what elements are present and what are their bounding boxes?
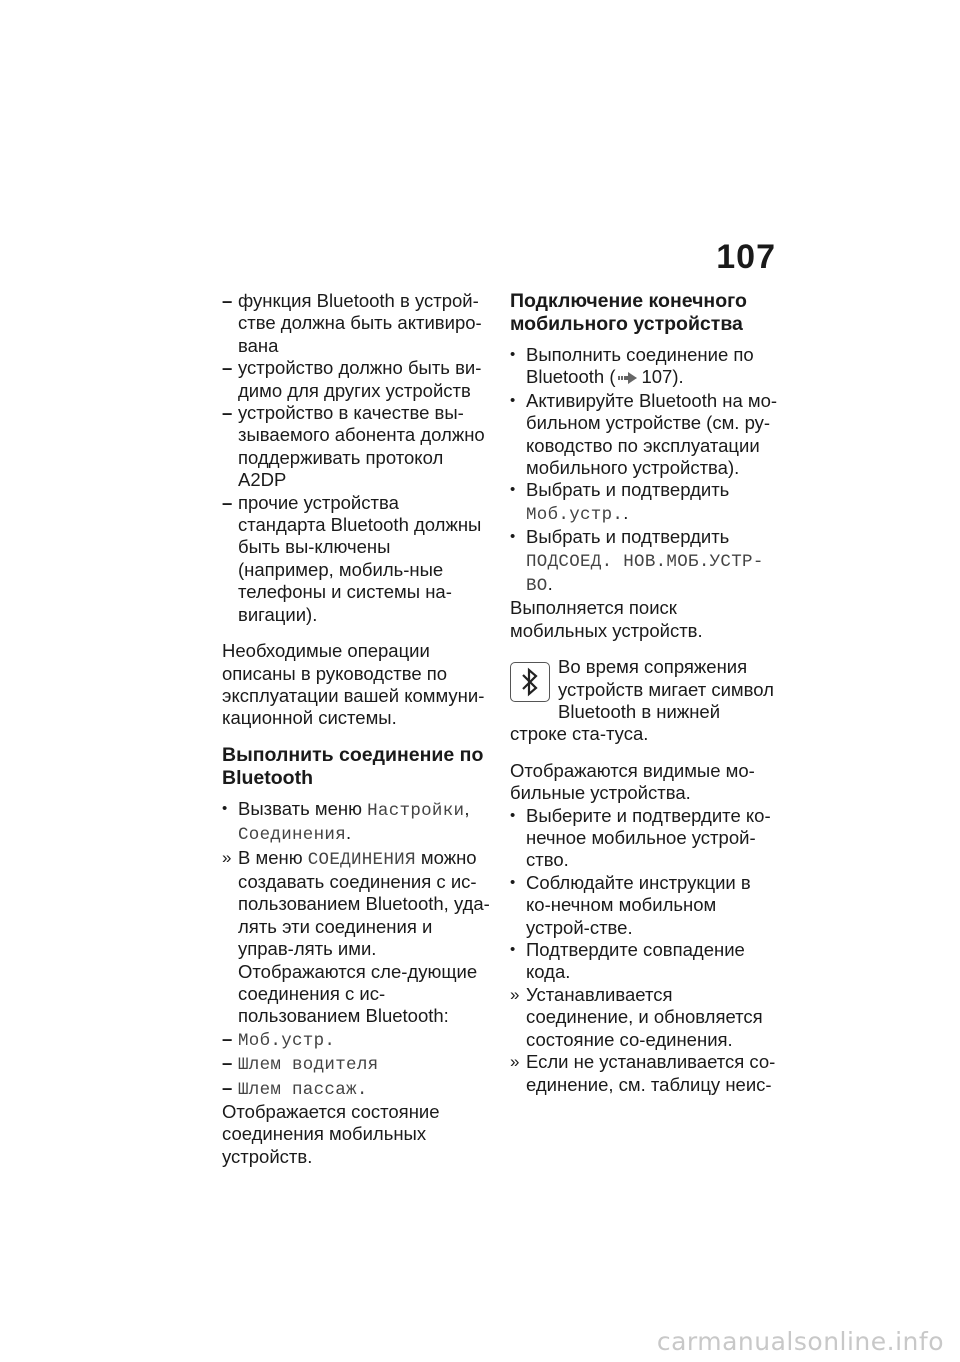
dash-marker: – (222, 1076, 233, 1098)
result-marker: » (510, 1052, 520, 1072)
list-item (222, 1052, 490, 1076)
result-marker: » (510, 984, 520, 1004)
section-heading: Выполнить соединение по Bluetooth (222, 743, 484, 789)
paragraph: Отображаются видимые мо-бильные устройства. (510, 759, 755, 804)
list-item (222, 1077, 490, 1101)
step-item: • Выполнить соединение по Bluetooth ( 107). (510, 344, 778, 390)
paragraph: Необходимые операции описаны в руководстве по эксплуатации вашей коммуни-кационной системы. (222, 640, 485, 729)
menu-code: Шлем водителя (238, 1055, 379, 1076)
bullet-marker: • (510, 481, 516, 499)
step-item: • Подтвердите совпадение кода. (510, 939, 745, 983)
menu-code: Шлем пассаж. (238, 1079, 368, 1100)
menu-code: Настройки (367, 800, 465, 821)
bullet-marker: • (510, 528, 516, 546)
list-item: – устройство в качестве вы-зываемого абонента должно поддерживать протокол A2DP (222, 402, 485, 491)
menu-code: СОЕДИНЕНИЯ (307, 849, 416, 870)
dash-marker: – (222, 290, 233, 311)
watermark: carmanualsonline.info (656, 1327, 944, 1356)
result-marker: » (222, 847, 232, 867)
menu-code: Моб.устр. (526, 504, 624, 525)
list-item: – устройство должно быть ви-димо для других устройств (222, 357, 482, 401)
dash-marker: – (222, 491, 233, 513)
bluetooth-note: Во время сопряжения устройств мигает символ Bluetooth в нижней строке ста-туса. (510, 656, 774, 745)
page-reference-arrow-icon (618, 367, 638, 389)
bluetooth-icon (510, 662, 550, 702)
section-heading: Подключение конечного мобильного устройства (510, 290, 747, 335)
left-column (222, 290, 490, 1168)
page-reference: 107 (641, 366, 673, 388)
list-item: – прочие устройства стандарта Bluetooth должны быть вы-ключены (например, мобиль-ные телефоны и системы на-вигации). (222, 491, 482, 625)
bullet-marker: • (510, 391, 516, 409)
list-item (222, 1028, 490, 1052)
bullet-marker: • (510, 806, 516, 824)
result-item: » Если не устанавливается со-единение, см. таблицу неис- (510, 1051, 776, 1095)
menu-code: Соединения (238, 825, 347, 846)
step-item: • Выберите и подтвердите ко-нечное мобильное устрой-ство. (510, 804, 771, 871)
right-column (510, 290, 778, 1096)
result-item: » Устанавливается соединение, и обновляется состояние со-единения. (510, 983, 763, 1050)
bullet-marker: • (510, 873, 516, 891)
list-item: – функция Bluetooth в устрой-стве должна быть активиро-вана (222, 290, 482, 356)
dash-marker: – (222, 357, 233, 379)
step-item: • Активируйте Bluetooth на мо-бильном устройстве (см. ру-ководство по эксплуатации мобильного устройства). (510, 389, 778, 478)
step-item: • Выбрать и подтвердить ПОДСОЕД. НОВ.МОБ.УСТР-ВО. (510, 526, 764, 596)
bullet-marker: • (222, 799, 228, 817)
page-number: 107 (716, 238, 776, 276)
menu-code: ПОДСОЕД. НОВ.МОБ.УСТР-ВО (526, 551, 764, 596)
dash-marker: – (222, 1027, 233, 1049)
dash-marker: – (222, 402, 233, 424)
paragraph: Выполняется поиск мобильных устройств. (510, 597, 703, 641)
paragraph: Отображается состояние соединения мобильных устройств. (222, 1101, 440, 1167)
bullet-marker: • (510, 346, 516, 363)
step-item: • Соблюдайте инструкции в ко-нечном мобильном устрой-стве. (510, 871, 751, 938)
menu-code: Моб.устр. (238, 1030, 336, 1051)
dash-marker: – (222, 1052, 233, 1074)
step-item: • Вызвать меню Настройки, Соединения. (222, 797, 470, 846)
bullet-marker: • (510, 941, 516, 959)
result-item: » В меню СОЕДИНЕНИЯ можно создавать соединения с ис-пользованием Bluetooth, уда-лять эти соединения и управ-лять ими. Отображаются сле-дующие соединения с ис-пользованием Bluetooth: (222, 846, 490, 1027)
step-item: • Выбрать и подтвердить Моб.устр.. (510, 479, 730, 525)
